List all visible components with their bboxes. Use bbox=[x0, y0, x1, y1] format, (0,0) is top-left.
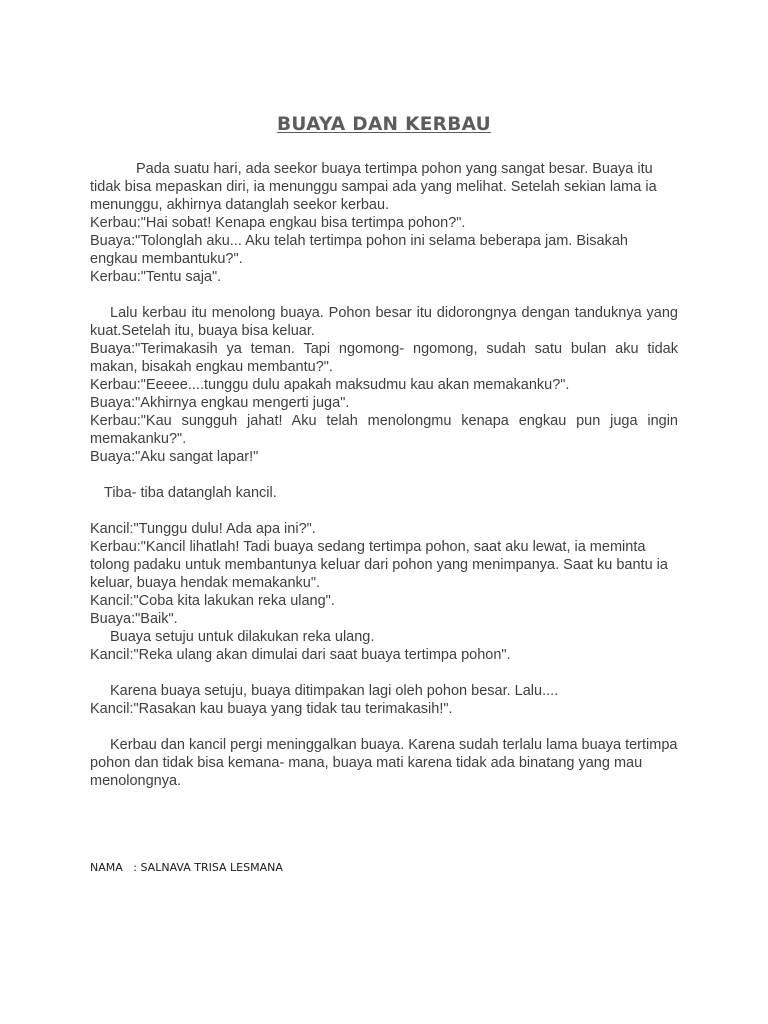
paragraph-1-intro: Pada suatu hari, ada seekor buaya tertimpa pohon yang sangat besar. Buaya itu tidak bisa mepaskan diri, ia menunggu sampai ada yang melihat. Setelah sekian lama ia menunggu, akhirnya datanglah seekor kerbau. bbox=[90, 161, 657, 213]
dialogue-line: Kancil:"Coba kita lakukan reka ulang". bbox=[90, 593, 335, 609]
dialogue-line: Buaya:"Baik". bbox=[90, 611, 178, 627]
dialogue-line: Buaya:"Akhirnya engkau mengerti juga". bbox=[90, 395, 350, 411]
paragraph-2-intro: Lalu kerbau itu menolong buaya. Pohon besar itu didorongnya dengan tanduknya yang kuat.Setelah itu, buaya bisa keluar. bbox=[90, 305, 678, 339]
author-separator: : bbox=[133, 861, 137, 874]
author-line bbox=[90, 861, 283, 874]
paragraph-5-intro: Karena buaya setuju, buaya ditimpakan lagi oleh pohon besar. Lalu.... bbox=[110, 683, 559, 699]
dialogue-line: Kerbau:"Kancil lihatlah! Tadi buaya sedang tertimpa pohon, saat aku lewat, ia meminta tolong padaku untuk membantunya keluar dari pohon yang menimpanya. Saat ku bantu ia keluar, buaya hendak memakanku". bbox=[90, 539, 668, 591]
paragraph-spacer bbox=[90, 286, 678, 304]
dialogue-line: Kerbau:"Kau sungguh jahat! Aku telah menolongmu kenapa engkau pun juga ingin memakanku?". bbox=[90, 413, 678, 447]
dialogue-line: Buaya:"Aku sangat lapar!" bbox=[90, 449, 259, 465]
paragraph-3-intro: Tiba- tiba datanglah kancil. bbox=[104, 485, 277, 501]
paragraph-spacer bbox=[90, 718, 678, 736]
dialogue-line: Kerbau:"Hai sobat! Kenapa engkau bisa tertimpa pohon?". bbox=[90, 215, 466, 231]
dialogue-line: Kancil:"Reka ulang akan dimulai dari saat buaya tertimpa pohon". bbox=[90, 647, 511, 663]
narration-line: Buaya setuju untuk dilakukan reka ulang. bbox=[110, 629, 375, 645]
story-body bbox=[90, 160, 678, 790]
paragraph-spacer bbox=[90, 664, 678, 682]
dialogue-line: Kancil:"Rasakan kau buaya yang tidak tau terimakasih!". bbox=[90, 701, 453, 717]
paragraph-6-intro: Kerbau dan kancil pergi meninggalkan buaya. Karena sudah terlalu lama buaya tertimpa pohon dan tidak bisa kemana- mana, buaya mati karena tidak ada binatang yang mau menolongnya. bbox=[90, 737, 678, 789]
dialogue-line: Kancil:"Tunggu dulu! Ada apa ini?". bbox=[90, 521, 316, 537]
dialogue-line: Buaya:"Tolonglah aku... Aku telah tertimpa pohon ini selama beberapa jam. Bisakah engkau membantuku?". bbox=[90, 233, 628, 267]
dialogue-line: Kerbau:"Eeeee....tunggu dulu apakah maksudmu kau akan memakanku?". bbox=[90, 377, 570, 393]
author-label: NAMA bbox=[90, 861, 123, 874]
author-name: SALNAVA TRISA LESMANA bbox=[140, 861, 283, 874]
dialogue-line: Buaya:"Terimakasih ya teman. Tapi ngomong- ngomong, sudah satu bulan aku tidak makan, bisakah engkau membantu?". bbox=[90, 341, 678, 375]
dialogue-line: Kerbau:"Tentu saja". bbox=[90, 269, 222, 285]
paragraph-spacer bbox=[90, 466, 678, 484]
paragraph-spacer bbox=[90, 502, 678, 520]
document-title: BUAYA DAN KERBAU bbox=[277, 114, 491, 135]
